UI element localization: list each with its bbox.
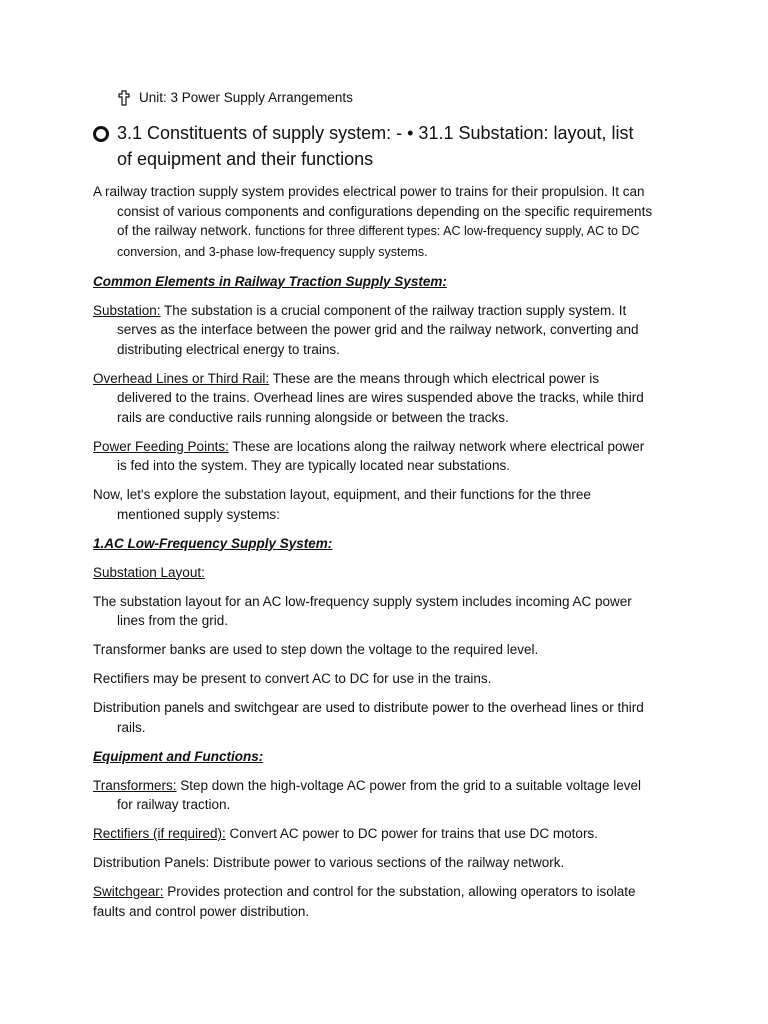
term-label: Overhead Lines or Third Rail:: [93, 370, 270, 386]
system-heading: 1.AC Low-Frequency Supply System:: [93, 535, 333, 551]
equipment-transformers: [93, 776, 653, 815]
equipment-distribution-panels: Distribution Panels: Distribute power to various sections of the railway network.: [93, 855, 565, 870]
circle-bullet-icon: [93, 126, 109, 142]
term-label: Switchgear:: [93, 884, 164, 899]
layout-paragraph: Transformer banks are used to step down the voltage to the required level.: [93, 642, 539, 657]
layout-paragraph: Rectifiers may be present to convert AC to DC for use in the trains.: [93, 671, 492, 686]
unit-title: Unit: 3 Power Supply Arrangements: [139, 90, 353, 105]
term-description: These are locations along the railway network where electrical power is fed into the system. They are typically located near substations.: [117, 438, 645, 473]
common-item-substation: [93, 301, 653, 360]
intro-small-text: functions for three different types: AC low-frequency supply, AC to DC conversion, and 3-phase low-frequency supply systems.: [117, 224, 640, 259]
document-body: [93, 182, 653, 931]
layout-paragraph: Distribution panels and switchgear are used to distribute power to the overhead lines or third rails.: [93, 700, 644, 735]
term-label: Rectifiers (if required):: [93, 826, 226, 841]
equipment-switchgear: [93, 882, 653, 921]
term-label: Transformers:: [93, 777, 177, 793]
cross-icon: [117, 90, 131, 106]
term-description: These are the means through which electrical power is delivered to the trains. Overhead lines are wires suspended above the tracks, while third rails are conductive rails running alongside or between the tracks.: [117, 370, 644, 425]
term-description: Convert AC power to DC power for trains that use DC motors.: [225, 826, 598, 841]
term-description: The substation is a crucial component of the railway traction supply system. It serves as the interface between the power grid and the railway network, converting and distributing electrical energy to trains.: [117, 302, 639, 357]
equipment-heading: Equipment and Functions:: [93, 748, 264, 764]
intro-main-text: A railway traction supply system provides electrical power to trains for their propulsion. It can consist of various components and configurations depending on the specific requirements of the railway network.: [93, 184, 653, 238]
term-description: Step down the high-voltage AC power from the grid to a suitable voltage level for railway traction.: [117, 777, 642, 812]
term-description: Provides protection and control for the substation, allowing operators to isolate faults and control power distribution.: [93, 884, 636, 919]
section-heading-text: 3.1 Constituents of supply system: - • 31.1 Substation: layout, list of equipment and their functions: [117, 123, 634, 169]
intro-paragraph: [93, 182, 653, 262]
term-label: Power Feeding Points:: [93, 438, 229, 454]
common-item-overhead-lines: [93, 369, 653, 428]
substation-layout-title: Substation Layout:: [93, 564, 205, 580]
common-item-power-feeding: [93, 437, 653, 476]
transition-paragraph: Now, let's explore the substation layout, equipment, and their functions for the three mentioned supply systems:: [93, 487, 591, 522]
unit-line: [117, 89, 353, 107]
term-label: Substation:: [93, 302, 161, 318]
layout-paragraph: The substation layout for an AC low-frequency supply system includes incoming AC power lines from the grid.: [93, 593, 632, 628]
equipment-rectifiers: [93, 824, 653, 844]
section-heading: [93, 120, 653, 172]
common-elements-heading: Common Elements in Railway Traction Supply System:: [93, 273, 447, 289]
